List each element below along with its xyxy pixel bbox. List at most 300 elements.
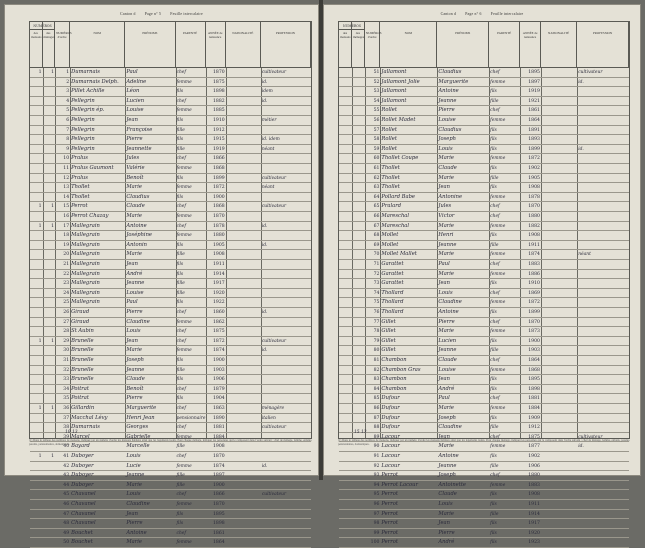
cell-ordre: 56	[373, 118, 380, 123]
cell-maisons	[31, 116, 42, 126]
cell-maisons	[31, 289, 42, 299]
table-row	[30, 289, 311, 299]
cell-prenoms: Antonin	[126, 241, 147, 248]
table-row	[339, 366, 629, 376]
cell-menages	[353, 289, 364, 299]
cell-menages	[353, 97, 364, 107]
cell-annee: 1900	[212, 358, 225, 363]
cell-nom: Pralus Gaumont	[71, 165, 114, 171]
col-ordre-header: NUMÉROS d'ordre	[365, 22, 381, 68]
cell-prenoms: Jules	[126, 155, 140, 162]
cell-nom: Rollet	[381, 107, 397, 114]
cell-maisons	[340, 126, 351, 136]
cell-nom: Rollet Madet	[381, 117, 416, 123]
table-row	[30, 385, 311, 395]
cell-parente: fils	[176, 262, 184, 267]
cell-nom: Perrot	[381, 472, 398, 479]
table-row	[30, 97, 311, 107]
table-row	[339, 481, 629, 491]
header-right: Feuille intercalaire	[490, 12, 524, 16]
cell-profession	[578, 116, 628, 126]
cell-menages	[353, 404, 364, 414]
cell-prenoms: Marie	[438, 328, 455, 335]
cell-parente: chef	[176, 223, 187, 229]
cell-ordre: 93	[373, 473, 380, 479]
col-nationalite-header: NATIONALITÉ	[541, 22, 577, 68]
cell-nom: Chavanel	[71, 520, 96, 527]
cell-profession	[578, 289, 628, 299]
cell-parente: femme	[176, 214, 192, 219]
cell-parente: fille	[176, 444, 185, 450]
cell-maisons	[340, 145, 351, 155]
table-row	[339, 126, 629, 136]
cell-prenoms: Jean	[126, 261, 138, 267]
cell-nom: Bayard	[71, 443, 90, 450]
cell-nom: Brunelle	[71, 347, 94, 354]
cell-maisons	[340, 327, 351, 337]
table-row	[30, 106, 311, 116]
cell-annee: 1880	[528, 473, 540, 479]
cell-annee: 1914	[212, 271, 225, 277]
cell-maisons	[340, 135, 351, 145]
cell-annee: 1923	[528, 540, 540, 546]
table-row	[30, 394, 311, 404]
table-row	[30, 174, 311, 184]
cell-profession	[578, 394, 628, 404]
table-row	[30, 164, 311, 174]
cell-maisons	[340, 68, 351, 78]
cell-nom: Mollet	[381, 241, 399, 248]
cell-prenoms: Jeanne	[126, 472, 145, 479]
cell-maisons	[340, 222, 351, 232]
cell-menages	[44, 145, 55, 155]
cell-nom: Pellegrin	[71, 97, 95, 104]
cell-menages	[44, 260, 55, 270]
table-row	[339, 385, 629, 395]
cell-parente: fils	[176, 137, 184, 143]
table-row	[30, 538, 311, 548]
cell-profession	[578, 126, 628, 136]
cell-menages	[353, 126, 364, 136]
cell-annee: 1902	[528, 166, 540, 171]
cell-parente: femme	[176, 185, 192, 191]
cell-ordre: 54	[373, 98, 380, 104]
cell-menages	[44, 318, 55, 328]
table-row	[30, 135, 311, 145]
table-row	[339, 250, 629, 260]
table-row	[30, 375, 311, 385]
cell-nom: Marcel	[71, 433, 90, 440]
footnote: (1) Dans le tableau des nombres de maisons, indiquer par un numéro d'ordre les maisons habitées ainsi que les logements isolés. Pour chaque ménage, indiquer les personnes qui le composent dans l'ordre suivant : chef de ménage, femme, enfants, parents, pensionnaires, domestiques.	[29, 439, 312, 446]
cell-ordre: 10	[63, 156, 70, 162]
cell-profession	[262, 510, 310, 520]
cell-profession	[262, 327, 310, 337]
col-nationalite-header: NATIONALITÉ	[226, 22, 261, 68]
cell-annee: 1879	[212, 386, 225, 392]
cell-annee: 1877	[528, 444, 540, 450]
cell-nom: Perrot	[381, 520, 398, 527]
cell-prenoms: Marie	[438, 510, 455, 517]
cell-parente: chef	[490, 319, 500, 325]
cell-maisons	[340, 538, 351, 548]
cell-profession	[262, 289, 310, 299]
cell-profession: néant	[261, 185, 275, 191]
cell-ordre: 96	[373, 502, 380, 507]
cell-ordre: 77	[373, 319, 380, 325]
cell-nom: Mallegrain	[71, 232, 100, 239]
cell-menages: 1	[51, 70, 55, 75]
cell-parente: fille	[176, 482, 185, 488]
cell-maisons	[340, 270, 351, 280]
cell-nom: Duboyer	[71, 481, 94, 488]
cell-prenoms: Louis	[126, 453, 141, 459]
left-page	[4, 4, 319, 546]
table-row	[30, 366, 311, 376]
cell-prenoms: Marie	[126, 539, 142, 546]
cell-prenoms: Joseph	[438, 414, 456, 421]
cell-annee: 1919	[212, 146, 225, 152]
cell-ordre: 66	[373, 214, 380, 219]
cell-nom: Brunelle	[71, 376, 94, 383]
cell-prenoms: Louise	[438, 366, 456, 373]
cell-ordre: 92	[373, 463, 380, 469]
cell-menages	[353, 337, 364, 347]
table-row	[339, 279, 629, 289]
cell-profession	[262, 212, 310, 222]
cell-parente: fils	[176, 300, 184, 306]
cell-parente: fille	[490, 463, 499, 469]
cell-parente: femme	[176, 79, 192, 85]
cell-parente: fils	[490, 338, 497, 344]
cell-nom: Giraud	[71, 309, 90, 315]
cell-profession: métier	[261, 118, 277, 123]
cell-parente: chef	[490, 70, 500, 75]
cell-profession	[262, 154, 310, 164]
cell-maisons	[31, 183, 42, 193]
cell-menages	[44, 298, 55, 308]
cell-annee: 1878	[212, 223, 225, 229]
cell-prenoms: Joseph	[438, 136, 456, 143]
cell-ordre: 14	[63, 194, 70, 200]
cell-profession	[578, 423, 628, 433]
table-row	[30, 231, 311, 241]
cell-maisons	[31, 154, 42, 164]
cell-ordre: 29	[63, 338, 70, 344]
table-row	[339, 231, 629, 241]
table-row	[339, 356, 629, 366]
cell-prenoms: Antoine	[438, 88, 459, 95]
cell-menages	[44, 183, 55, 193]
cell-maisons: 1	[38, 338, 42, 344]
col-annee-header: ANNÉE de naissance	[520, 22, 541, 68]
cell-menages	[44, 78, 55, 88]
cell-ordre: 70	[373, 252, 380, 258]
cell-maisons	[340, 519, 351, 529]
cell-parente: femme	[490, 79, 506, 85]
cell-annee: 1874	[212, 348, 225, 354]
cell-profession	[262, 270, 310, 280]
table-row	[30, 346, 311, 356]
cell-parente: fils	[490, 233, 497, 239]
cell-profession	[262, 260, 310, 270]
header-right: Feuille intercalaire	[170, 12, 203, 16]
cell-nom: Duboyer	[71, 472, 94, 479]
cell-parente: fils	[176, 358, 184, 363]
cell-menages	[353, 490, 364, 500]
cell-nom: Gillet	[381, 337, 396, 344]
cell-nom: Perrot Chazay	[71, 213, 109, 219]
cell-menages	[353, 519, 364, 529]
cell-prenoms: Claudine	[438, 299, 462, 306]
cell-prenoms: Claude	[126, 203, 145, 210]
cell-parente: chef	[176, 386, 187, 392]
cell-annee: 1881	[212, 425, 225, 431]
cell-maisons	[340, 250, 351, 260]
cell-profession	[578, 183, 628, 193]
cell-nom: Chavanel	[71, 510, 96, 517]
cell-prenoms: Jean	[438, 520, 450, 527]
cell-profession: cultivateur	[261, 338, 287, 344]
cell-parente: fille	[176, 127, 185, 133]
cell-nom: Pillet Achille	[71, 88, 105, 95]
cell-nom: Poitrat	[71, 385, 89, 392]
table-row	[339, 174, 629, 184]
table-row	[30, 318, 311, 328]
cell-annee: 1908	[528, 233, 540, 239]
cell-menages	[353, 154, 364, 164]
cell-prenoms: Antoine	[438, 309, 459, 315]
cell-prenoms: Jean	[126, 117, 138, 123]
cell-menages	[353, 135, 364, 145]
cell-annee: 1895	[212, 511, 225, 517]
cell-ordre: 72	[373, 271, 380, 277]
header-center: Page n° 6	[465, 12, 482, 16]
cell-menages	[353, 241, 364, 251]
cell-ordre: 41	[63, 454, 70, 459]
cell-prenoms: Jeannette	[126, 145, 152, 152]
cell-parente: fils	[490, 454, 497, 459]
cell-ordre: 73	[373, 281, 380, 287]
cell-ordre: 61	[373, 166, 380, 171]
table-row	[339, 529, 629, 539]
cell-profession	[578, 366, 628, 376]
cell-prenoms: Adeline	[126, 78, 147, 85]
cell-annee: 1870	[212, 502, 225, 507]
table-row	[339, 222, 629, 232]
cell-parente: chef	[490, 290, 500, 296]
cell-profession	[578, 481, 628, 491]
cell-annee: 1884	[528, 406, 540, 411]
cell-menages	[353, 270, 364, 280]
table-row	[30, 222, 311, 232]
cell-profession: cultivateur	[261, 204, 287, 210]
cell-parente: chef	[176, 492, 187, 498]
cell-nom: Poitrat	[71, 395, 89, 402]
cell-annee: 1900	[212, 482, 225, 488]
table-row	[339, 327, 629, 337]
cell-parente: fils	[176, 89, 184, 95]
table-row	[339, 116, 629, 126]
cell-menages	[353, 116, 364, 126]
table-row	[339, 519, 629, 529]
cell-ordre: 67	[373, 223, 380, 229]
col-annee-header: ANNÉE de naissance	[206, 22, 226, 68]
table-row	[30, 241, 311, 251]
cell-prenoms: Gabrielle	[126, 433, 151, 440]
cell-ordre: 78	[373, 329, 380, 335]
cell-maisons	[340, 78, 351, 88]
cell-annee: 1905	[212, 242, 225, 248]
cell-nom: Thollard	[381, 299, 404, 306]
cell-annee: 1895	[528, 70, 540, 75]
cell-parente: fils	[176, 194, 184, 200]
cell-annee: 1870	[528, 319, 540, 325]
cell-ordre: 51	[373, 70, 380, 75]
cell-maisons: 1	[38, 204, 42, 210]
cell-nom: St Aubin	[71, 328, 94, 335]
table-row	[30, 510, 311, 520]
col-maisons-header: des maisons	[339, 22, 352, 68]
cell-nom: Pellegrin	[71, 136, 95, 143]
cell-ordre: 6	[66, 118, 70, 123]
cell-profession	[262, 318, 310, 328]
cell-nom: Thollard	[381, 309, 404, 315]
cell-menages	[44, 106, 55, 116]
cell-maisons	[31, 212, 42, 222]
cell-annee: 1890	[212, 415, 225, 421]
page-header	[5, 12, 318, 20]
cell-menages	[44, 510, 55, 520]
table-row	[339, 337, 629, 347]
cell-nom: Lacour	[381, 453, 400, 459]
cell-maisons	[340, 164, 351, 174]
cell-ordre: 30	[63, 348, 70, 354]
page-totals: 10 13	[65, 430, 78, 435]
cell-ordre: 86	[373, 406, 380, 411]
cell-ordre: 95	[373, 492, 380, 498]
cell-nom: Dufour	[381, 405, 400, 411]
cell-annee: 1862	[212, 319, 225, 325]
cell-nom: Macchal Lévy	[71, 414, 108, 421]
cell-profession	[262, 279, 310, 289]
cell-annee: 1866	[212, 156, 225, 162]
cell-annee: 1883	[528, 482, 540, 488]
cell-maisons	[31, 78, 42, 88]
cell-parente: chef	[176, 406, 187, 411]
cell-maisons	[340, 106, 351, 116]
cell-ordre: 21	[63, 262, 70, 267]
cell-menages	[353, 346, 364, 356]
cell-maisons	[31, 538, 42, 548]
cell-maisons	[31, 490, 42, 500]
cell-profession	[578, 385, 628, 395]
cell-nom: Thollet	[381, 184, 400, 191]
cell-profession	[578, 106, 628, 116]
cell-prenoms: Antoine	[126, 222, 147, 229]
cell-parente: pensionnaire	[176, 415, 206, 421]
cell-parente: fille	[490, 98, 499, 104]
cell-parente: fils	[176, 511, 184, 517]
cell-maisons	[340, 279, 351, 289]
cell-prenoms: Louis	[438, 145, 453, 152]
cell-annee: 1869	[528, 290, 540, 296]
cell-ordre: 5	[66, 108, 70, 114]
cell-prenoms: Claudius	[126, 193, 150, 200]
cell-parente: chef	[490, 396, 500, 402]
cell-profession: néant	[578, 252, 591, 258]
cell-maisons	[340, 356, 351, 366]
cell-prenoms: Marie	[438, 251, 455, 258]
cell-maisons	[31, 126, 42, 136]
cell-nom: Gillet	[381, 318, 396, 325]
cell-ordre: 64	[373, 194, 380, 200]
cell-nom: Pellegrin ép.	[71, 107, 105, 114]
cell-parente: femme	[176, 166, 192, 171]
cell-annee: 1870	[212, 454, 225, 459]
cell-menages	[353, 356, 364, 366]
cell-parente: fils	[176, 377, 184, 383]
cell-nom: Pellegrin	[71, 145, 95, 152]
cell-menages	[44, 135, 55, 145]
cell-parente: fils	[490, 377, 497, 383]
cell-parente: fils	[490, 166, 497, 171]
cell-ordre: 8	[66, 137, 70, 143]
cell-maisons	[340, 116, 351, 126]
cell-annee: 1861	[528, 108, 540, 114]
cell-maisons	[340, 154, 351, 164]
cell-ordre: 63	[373, 185, 380, 191]
cell-nom: Gillardin	[71, 405, 95, 411]
cell-ordre: 59	[373, 146, 380, 152]
cell-profession	[262, 375, 310, 385]
cell-annee: 1881	[528, 396, 540, 402]
table-row	[339, 164, 629, 174]
cell-parente: fils	[490, 89, 497, 95]
cell-maisons	[31, 231, 42, 241]
cell-nom: Rollet	[381, 126, 397, 133]
cell-prenoms: Louis	[438, 501, 453, 507]
cell-annee: 1900	[528, 338, 540, 344]
cell-parente: femme	[490, 406, 506, 411]
col-nom-header: NOM	[380, 22, 437, 68]
cell-prenoms: Jean	[438, 184, 450, 191]
cell-menages	[353, 260, 364, 270]
cell-menages	[44, 366, 55, 376]
cell-annee: 1899	[528, 146, 540, 152]
cell-prenoms: Marie	[126, 251, 142, 258]
cell-maisons	[31, 135, 42, 145]
cell-ordre: 31	[63, 358, 70, 363]
cell-prenoms: Marcelle	[126, 443, 150, 450]
cell-ordre: 88	[373, 425, 380, 431]
cell-maisons	[31, 346, 42, 356]
cell-profession	[262, 106, 310, 116]
cell-profession: néant	[261, 146, 275, 152]
cell-nom: Garattet	[381, 270, 404, 277]
cell-profession	[578, 519, 628, 529]
cell-profession	[262, 231, 310, 241]
table-row	[339, 394, 629, 404]
cell-maisons	[340, 481, 351, 491]
cell-parente: fils	[490, 521, 497, 527]
cell-parente: chef	[490, 214, 500, 219]
cell-nom: Rollet	[381, 145, 397, 152]
cell-prenoms: Claude	[438, 165, 457, 171]
cell-profession	[262, 481, 310, 491]
cell-prenoms: Jeanne	[126, 280, 145, 287]
table-row	[30, 116, 311, 126]
cell-prenoms: Louise	[126, 107, 144, 114]
